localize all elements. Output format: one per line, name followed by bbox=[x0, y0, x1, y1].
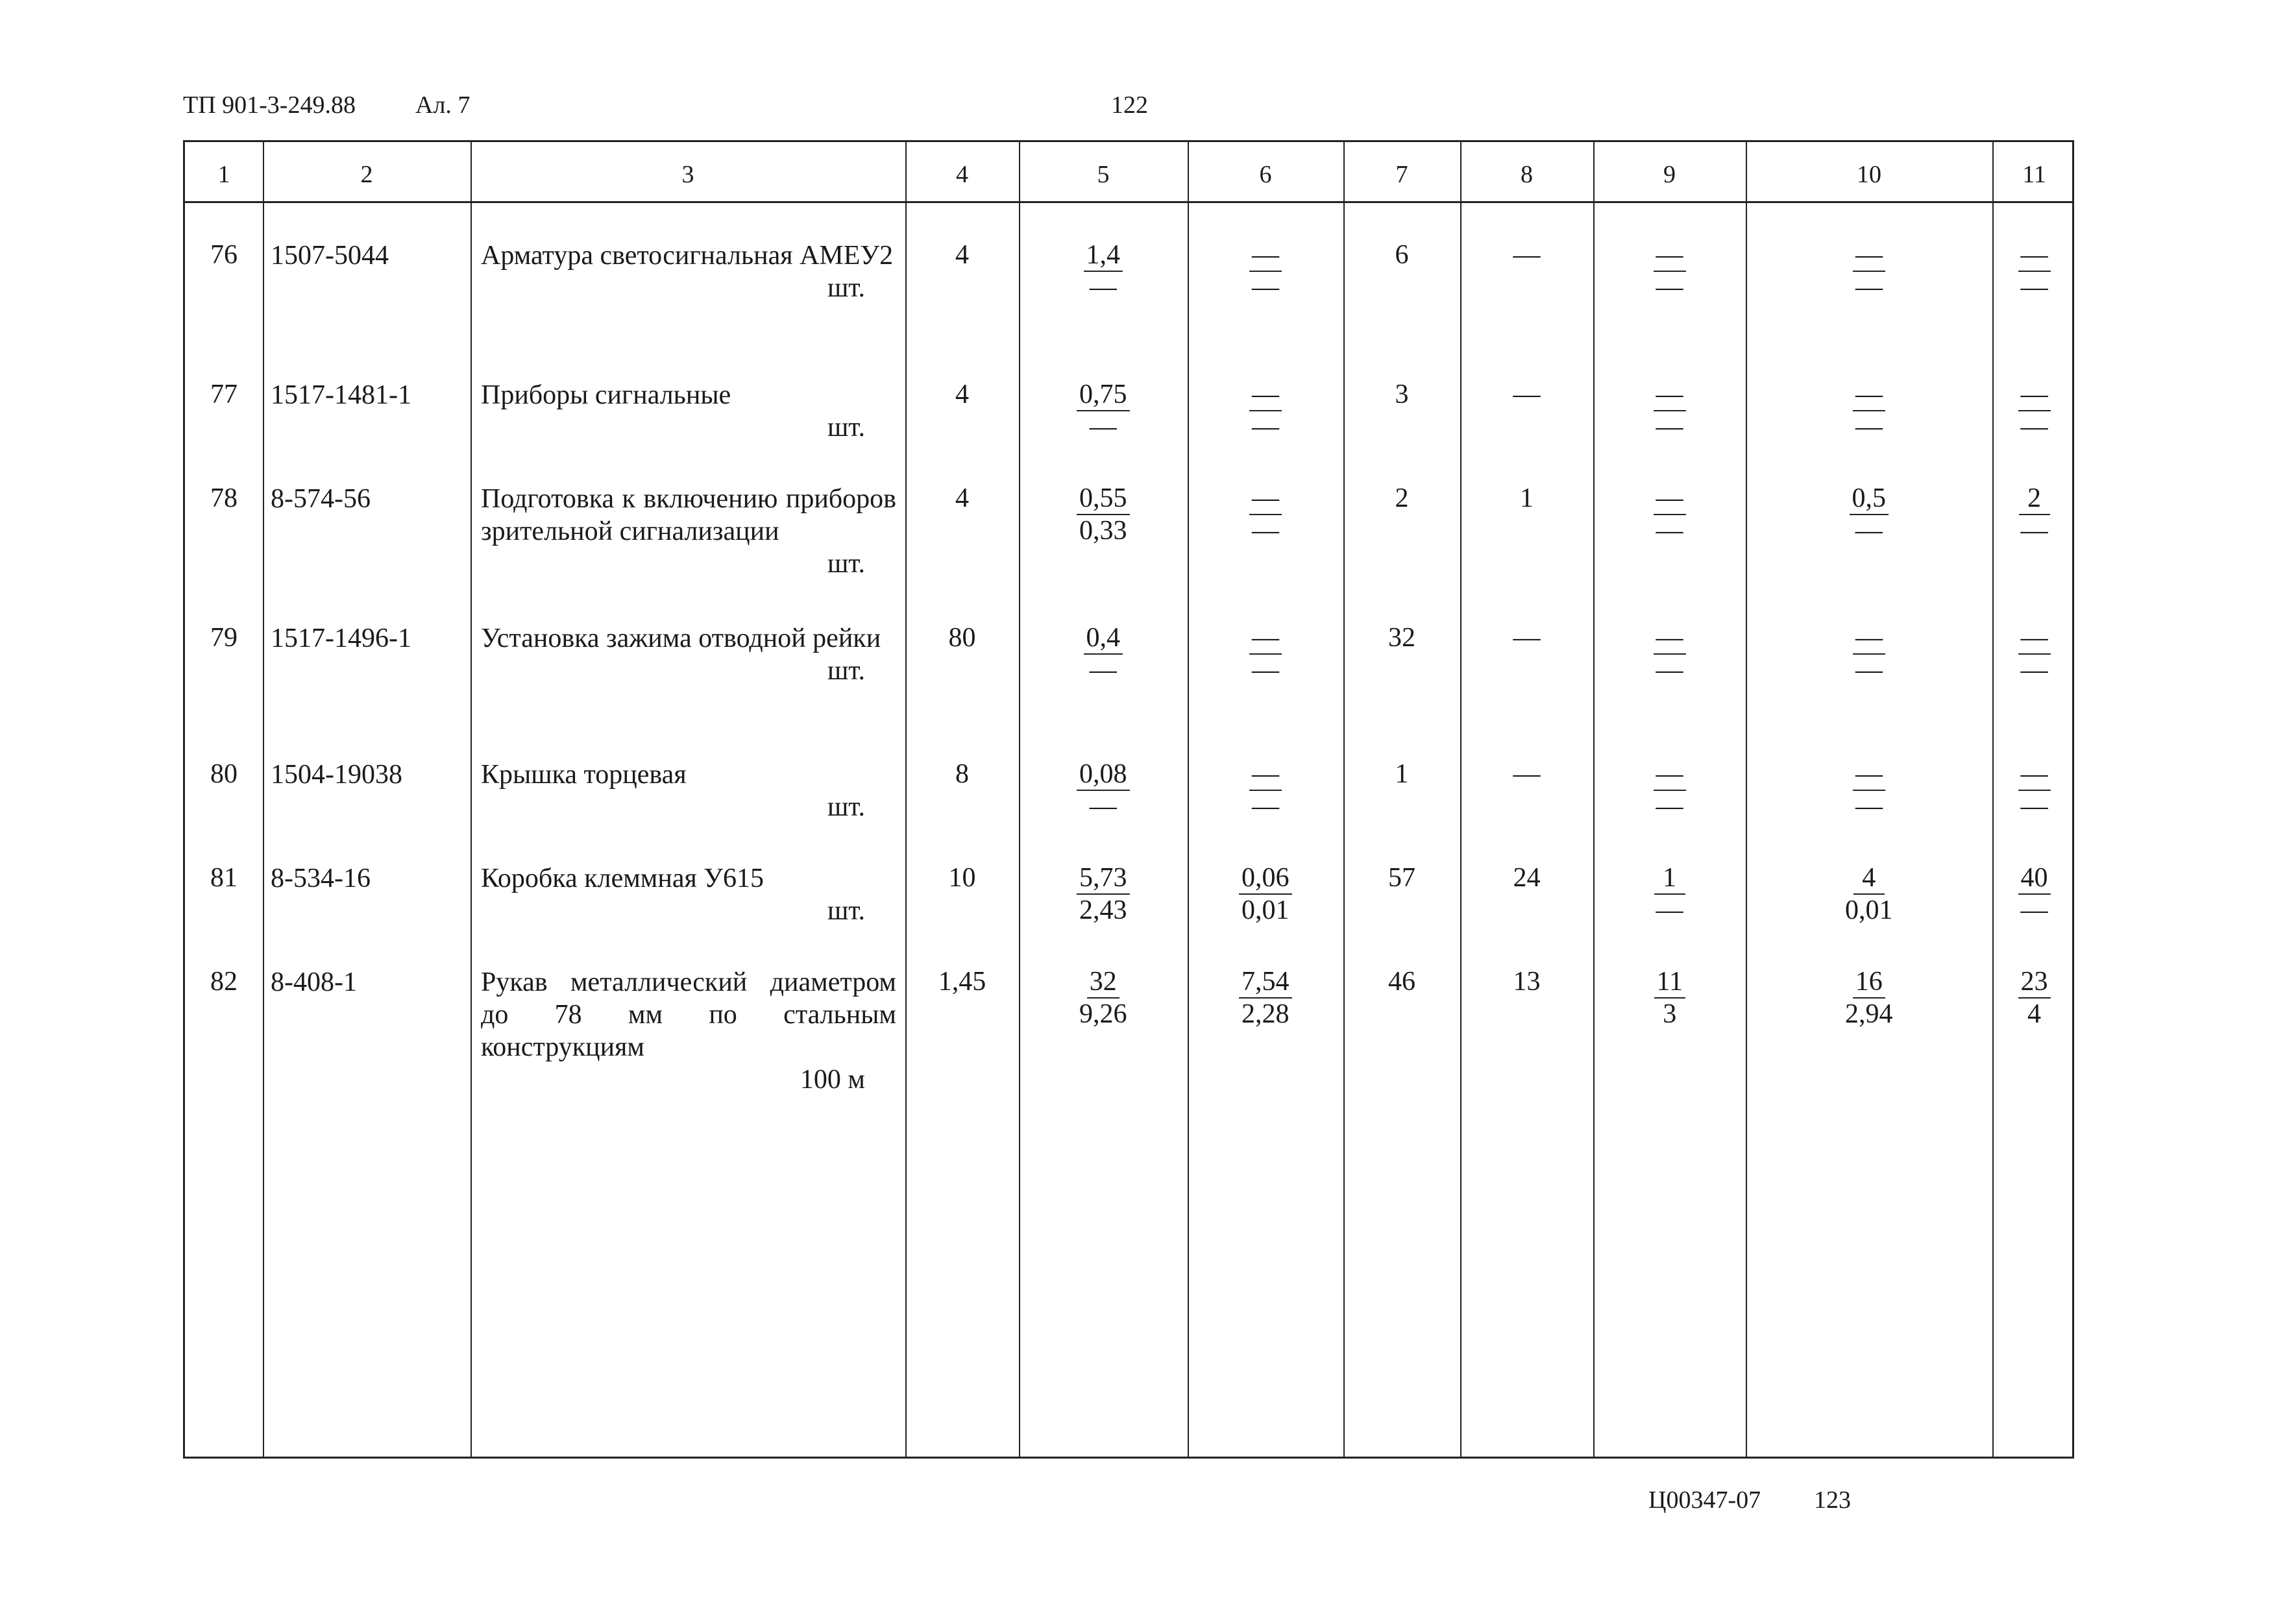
fraction-numerator: 0,55 bbox=[1077, 483, 1130, 515]
cost-fraction bbox=[1249, 758, 1282, 822]
value-col8: — bbox=[1513, 380, 1541, 409]
work-description: Приборы сигнальные bbox=[481, 380, 731, 410]
quantity: 1,45 bbox=[938, 967, 986, 997]
fraction-numerator: 0,4 bbox=[1084, 622, 1123, 655]
fraction-denominator: 3 bbox=[1663, 999, 1677, 1029]
fraction-numerator: 16 bbox=[1853, 966, 1885, 999]
cost-fraction bbox=[1077, 862, 1130, 926]
cost-fraction bbox=[1077, 758, 1130, 822]
cost-fraction bbox=[1845, 862, 1893, 926]
fraction-numerator: — bbox=[1853, 622, 1885, 655]
value-col8: — bbox=[1513, 623, 1541, 653]
cost-fraction bbox=[2018, 758, 2051, 822]
work-name bbox=[481, 862, 896, 927]
footer-page-number: 123 bbox=[1814, 1486, 1851, 1514]
column-number-11: 11 bbox=[2022, 161, 2046, 188]
cost-fraction bbox=[1239, 862, 1292, 926]
work-description: Подготовка к включению приборов зрительной сигнализации bbox=[481, 484, 896, 546]
unit-of-measure: шт. bbox=[827, 413, 865, 442]
cost-fraction bbox=[1853, 239, 1885, 303]
value-col8: — bbox=[1513, 240, 1541, 270]
fraction-denominator: — bbox=[1855, 412, 1883, 442]
column-number-2: 2 bbox=[360, 161, 373, 188]
cost-fraction bbox=[1654, 758, 1686, 822]
fraction-denominator: — bbox=[1089, 273, 1117, 302]
album-label: Ал. 7 bbox=[415, 91, 471, 119]
fraction-numerator: — bbox=[1654, 622, 1686, 655]
value-col7: 46 bbox=[1388, 967, 1415, 997]
row-number: 80 bbox=[210, 759, 238, 789]
fraction-numerator: — bbox=[1249, 239, 1282, 272]
work-description: Крышка торцевая bbox=[481, 760, 687, 790]
value-col7: 57 bbox=[1388, 863, 1415, 893]
fraction-numerator: — bbox=[1853, 239, 1885, 272]
fraction-numerator: — bbox=[2018, 758, 2051, 791]
quantity: 8 bbox=[955, 759, 969, 789]
unit-of-measure: шт. bbox=[827, 549, 865, 579]
cost-fraction bbox=[1845, 966, 1893, 1030]
fraction-denominator: — bbox=[1252, 792, 1279, 821]
work-description: Установка зажима отводной рейки bbox=[481, 624, 881, 653]
fraction-numerator: — bbox=[1654, 758, 1686, 791]
value-col7: 6 bbox=[1395, 240, 1409, 270]
column-divider bbox=[1188, 142, 1189, 1457]
fraction-denominator: — bbox=[1252, 655, 1279, 685]
page-number: 122 bbox=[1111, 91, 1148, 119]
cost-fraction bbox=[1084, 239, 1123, 303]
cost-fraction bbox=[2018, 966, 2051, 1030]
fraction-denominator: 4 bbox=[2027, 999, 2041, 1029]
fraction-numerator: — bbox=[2018, 379, 2051, 411]
fraction-denominator: — bbox=[1855, 516, 1883, 546]
column-number-9: 9 bbox=[1663, 161, 1676, 188]
cost-fraction bbox=[1654, 622, 1686, 686]
document-code: ТП 901-3-249.88 bbox=[183, 91, 356, 119]
value-col7: 1 bbox=[1395, 759, 1409, 789]
work-description: Арматура светосигнальная АМЕУ2 bbox=[481, 241, 894, 271]
price-code: 1517-1481-1 bbox=[271, 380, 411, 410]
fraction-numerator: — bbox=[1853, 758, 1885, 791]
cost-fraction bbox=[1249, 483, 1282, 546]
cost-fraction bbox=[1249, 622, 1282, 686]
fraction-numerator: — bbox=[1249, 379, 1282, 411]
value-col8: 24 bbox=[1513, 863, 1541, 893]
cost-fraction bbox=[1084, 622, 1123, 686]
column-divider bbox=[1593, 142, 1595, 1457]
cost-fraction bbox=[1853, 622, 1885, 686]
row-number: 78 bbox=[210, 483, 238, 513]
fraction-numerator: — bbox=[2018, 622, 2051, 655]
fraction-numerator: — bbox=[1654, 239, 1686, 272]
fraction-denominator: — bbox=[2020, 273, 2048, 302]
fraction-denominator: — bbox=[1656, 412, 1683, 442]
fraction-numerator: 40 bbox=[2018, 862, 2051, 895]
column-number-6: 6 bbox=[1259, 161, 1272, 188]
column-number-1: 1 bbox=[217, 161, 230, 188]
unit-of-measure: шт. bbox=[827, 792, 865, 822]
fraction-denominator: — bbox=[2020, 895, 2048, 925]
quantity: 4 bbox=[955, 380, 969, 409]
fraction-denominator: — bbox=[2020, 655, 2048, 685]
price-code: 8-574-56 bbox=[271, 484, 371, 514]
column-number-10: 10 bbox=[1857, 161, 1881, 188]
cost-fraction bbox=[1239, 966, 1292, 1030]
cost-fraction bbox=[1079, 966, 1127, 1030]
quantity: 4 bbox=[955, 240, 969, 270]
unit-of-measure: шт. bbox=[827, 656, 865, 686]
price-code: 8-534-16 bbox=[271, 864, 371, 893]
column-divider bbox=[471, 142, 472, 1457]
fraction-numerator: 0,5 bbox=[1850, 483, 1889, 515]
estimate-table bbox=[183, 140, 2074, 1459]
fraction-denominator: 0,01 bbox=[1845, 895, 1893, 925]
quantity: 4 bbox=[955, 483, 969, 513]
work-name bbox=[481, 758, 896, 823]
fraction-denominator: — bbox=[1656, 655, 1683, 685]
cost-fraction bbox=[1654, 966, 1685, 1030]
fraction-denominator: 0,01 bbox=[1241, 895, 1290, 925]
work-description: Рукав металлический диаметром до 78 мм по стальным конструкциям bbox=[481, 967, 896, 1062]
column-number-3: 3 bbox=[681, 161, 694, 188]
cost-fraction bbox=[1850, 483, 1889, 546]
cost-fraction bbox=[2018, 379, 2051, 442]
fraction-numerator: 7,54 bbox=[1239, 966, 1292, 999]
column-divider bbox=[263, 142, 264, 1457]
column-divider bbox=[1746, 142, 1747, 1457]
row-number: 82 bbox=[210, 967, 238, 997]
column-number-7: 7 bbox=[1395, 161, 1408, 188]
cost-fraction bbox=[2018, 239, 2051, 303]
row-number: 79 bbox=[210, 623, 238, 653]
cost-fraction bbox=[1654, 379, 1686, 442]
fraction-numerator: 0,08 bbox=[1077, 758, 1130, 791]
column-number-5: 5 bbox=[1097, 161, 1110, 188]
work-name bbox=[481, 239, 896, 304]
cost-fraction bbox=[1077, 379, 1130, 442]
value-col7: 3 bbox=[1395, 380, 1409, 409]
fraction-numerator: 0,75 bbox=[1077, 379, 1130, 411]
cost-fraction bbox=[1853, 379, 1885, 442]
price-code: 1517-1496-1 bbox=[271, 624, 411, 653]
work-description: Коробка клеммная У615 bbox=[481, 864, 764, 893]
cost-fraction bbox=[1654, 483, 1686, 546]
fraction-denominator: — bbox=[1252, 412, 1279, 442]
row-number: 77 bbox=[210, 380, 238, 409]
fraction-denominator: 2,43 bbox=[1079, 895, 1127, 925]
fraction-numerator: — bbox=[1249, 622, 1282, 655]
unit-of-measure: 100 м bbox=[800, 1065, 865, 1095]
row-number: 81 bbox=[210, 863, 238, 893]
fraction-numerator: 1 bbox=[1654, 862, 1685, 895]
fraction-numerator: 1,4 bbox=[1084, 239, 1123, 272]
fraction-numerator: 32 bbox=[1087, 966, 1119, 999]
column-divider bbox=[1019, 142, 1020, 1457]
cost-fraction bbox=[1654, 862, 1685, 926]
fraction-numerator: — bbox=[1853, 379, 1885, 411]
fraction-denominator: — bbox=[2020, 792, 2048, 821]
fraction-denominator: — bbox=[1252, 273, 1279, 302]
cost-fraction bbox=[1853, 758, 1885, 822]
fraction-denominator: — bbox=[1089, 412, 1117, 442]
fraction-denominator: — bbox=[1656, 516, 1683, 546]
work-name bbox=[481, 379, 896, 444]
cost-fraction bbox=[2019, 483, 2050, 546]
cost-fraction bbox=[2018, 622, 2051, 686]
column-number-8: 8 bbox=[1521, 161, 1533, 188]
value-col7: 32 bbox=[1388, 623, 1415, 653]
fraction-denominator: — bbox=[1656, 792, 1683, 821]
column-divider bbox=[905, 142, 907, 1457]
unit-of-measure: шт. bbox=[827, 896, 865, 926]
work-name bbox=[481, 483, 896, 580]
price-code: 1504-19038 bbox=[271, 760, 402, 790]
fraction-numerator: — bbox=[1249, 483, 1282, 515]
quantity: 10 bbox=[948, 863, 976, 893]
work-name bbox=[481, 966, 896, 1096]
column-number-4: 4 bbox=[956, 161, 968, 188]
sheet-code: Ц00347-07 bbox=[1648, 1486, 1761, 1514]
fraction-denominator: — bbox=[1252, 516, 1279, 546]
column-divider bbox=[1460, 142, 1461, 1457]
row-number: 76 bbox=[210, 240, 238, 270]
fraction-denominator: — bbox=[1855, 273, 1883, 302]
value-col8: 13 bbox=[1513, 967, 1541, 997]
cost-fraction bbox=[1249, 379, 1282, 442]
fraction-denominator: 0,33 bbox=[1079, 516, 1127, 546]
unit-of-measure: шт. bbox=[827, 273, 865, 303]
fraction-numerator: 2 bbox=[2019, 483, 2050, 515]
fraction-denominator: — bbox=[1089, 792, 1117, 821]
fraction-denominator: — bbox=[1656, 895, 1683, 925]
value-col8: 1 bbox=[1520, 483, 1534, 513]
fraction-denominator: 2,94 bbox=[1845, 999, 1893, 1029]
fraction-denominator: 9,26 bbox=[1079, 999, 1127, 1029]
fraction-numerator: 5,73 bbox=[1077, 862, 1130, 895]
column-divider bbox=[1343, 142, 1345, 1457]
fraction-numerator: 23 bbox=[2018, 966, 2051, 999]
fraction-numerator: 0,06 bbox=[1239, 862, 1292, 895]
fraction-denominator: 2,28 bbox=[1241, 999, 1290, 1029]
work-name bbox=[481, 622, 896, 687]
fraction-denominator: — bbox=[1656, 273, 1683, 302]
fraction-denominator: — bbox=[1855, 655, 1883, 685]
fraction-numerator: — bbox=[1654, 379, 1686, 411]
cost-fraction bbox=[2018, 862, 2051, 926]
quantity: 80 bbox=[948, 623, 976, 653]
value-col7: 2 bbox=[1395, 483, 1409, 513]
cost-fraction bbox=[1654, 239, 1686, 303]
cost-fraction bbox=[1077, 483, 1130, 546]
fraction-numerator: 4 bbox=[1853, 862, 1885, 895]
fraction-denominator: — bbox=[2020, 516, 2048, 546]
fraction-denominator: — bbox=[1089, 655, 1117, 685]
fraction-denominator: — bbox=[2020, 412, 2048, 442]
value-col8: — bbox=[1513, 759, 1541, 789]
fraction-numerator: 11 bbox=[1654, 966, 1685, 999]
price-code: 1507-5044 bbox=[271, 241, 389, 271]
fraction-numerator: — bbox=[1654, 483, 1686, 515]
cost-fraction bbox=[1249, 239, 1282, 303]
column-divider bbox=[1992, 142, 1994, 1457]
fraction-numerator: — bbox=[2018, 239, 2051, 272]
price-code: 8-408-1 bbox=[271, 967, 357, 997]
fraction-numerator: — bbox=[1249, 758, 1282, 791]
fraction-denominator: — bbox=[1855, 792, 1883, 821]
header-divider bbox=[185, 201, 2072, 203]
